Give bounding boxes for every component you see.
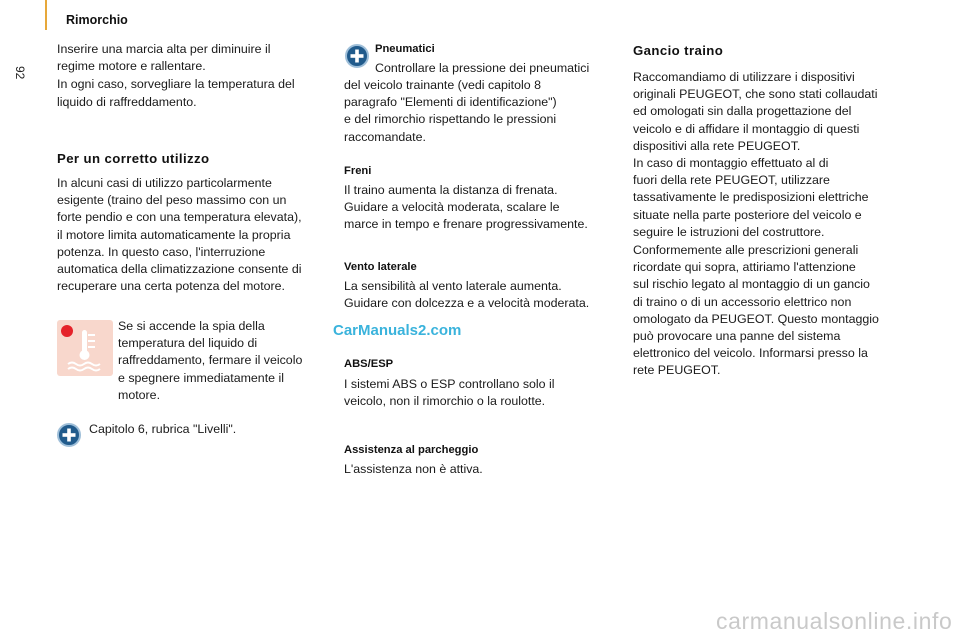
text-line: può provocare una panne del sistema xyxy=(633,329,841,344)
abs-body xyxy=(344,376,614,410)
text-line: elettronico del veicolo. Informarsi presso la xyxy=(633,346,868,361)
text-line: liquido di raffreddamento. xyxy=(57,94,197,109)
text-line: La sensibilità al vento laterale aumenta. xyxy=(344,279,562,293)
header-accent-bar xyxy=(45,0,47,30)
text-line: automatica della climatizzazione consente di xyxy=(57,262,302,277)
plus-circle-icon xyxy=(57,423,81,447)
coolant-temperature-icon xyxy=(57,320,113,376)
section-title: Rimorchio xyxy=(66,13,128,27)
site-watermark: CarManuals2.com xyxy=(333,322,462,339)
text-line: del veicolo trainante (vedi capitolo 8 xyxy=(344,78,541,92)
text-line: recuperare una certa potenza del motore. xyxy=(57,279,285,294)
text-line: raffreddamento, fermare il veicolo xyxy=(118,353,303,368)
col3-p3 xyxy=(633,242,918,380)
text-line: veicolo, non il rimorchio o la roulotte. xyxy=(344,394,546,409)
text-line: forte pendio e con una temperatura elevata), xyxy=(57,210,302,225)
text-line: regime motore e rallentare. xyxy=(57,59,206,74)
text-line: esigente (traino del peso massimo con un xyxy=(57,193,287,208)
wind-body xyxy=(344,278,619,312)
brakes-body xyxy=(344,182,614,234)
text-line: Se si accende la spia della xyxy=(118,319,265,333)
plus-circle-icon xyxy=(345,44,369,68)
text-line: situate nella parte posteriore del veicolo e xyxy=(633,207,862,222)
col3-p2 xyxy=(633,155,918,241)
reference-text: Capitolo 6, rubrica "Livelli". xyxy=(89,422,237,436)
heading-gancio-traino: Gancio traino xyxy=(633,43,724,58)
text-line: ricordate qui sopra, attiriamo l'attenzione xyxy=(633,260,856,275)
text-line: temperatura del liquido di xyxy=(118,336,258,351)
text-line: originali PEUGEOT, che sono stati collaudati xyxy=(633,87,878,102)
text-line: ed omologati sin dalla progettazione del xyxy=(633,104,852,119)
text-line: Il traino aumenta la distanza di frenata. xyxy=(344,183,558,197)
text-line: Conformemente alle prescrizioni generali xyxy=(633,243,859,257)
text-line: L'assistenza non è attiva. xyxy=(344,462,483,476)
text-line: e spegnere immediatamente il xyxy=(118,370,284,385)
text-line: dispositivi alla rete PEUGEOT. xyxy=(633,138,801,153)
text-line: fuori della rete PEUGEOT, utilizzare xyxy=(633,173,830,188)
heading-abs-esp: ABS/ESP xyxy=(344,358,394,370)
text-line: rete PEUGEOT. xyxy=(633,363,721,378)
text-line: paragrafo "Elementi di identificazione") xyxy=(344,95,557,110)
heading-assistenza-parcheggio: Assistenza al parcheggio xyxy=(344,444,479,456)
tyres-body xyxy=(344,77,614,146)
text-line: seguire le istruzioni del costruttore. xyxy=(633,224,825,239)
text-line: In ogni caso, sorvegliare la temperatura del xyxy=(57,77,295,92)
text-line: tassativamente le predisposizioni elettriche xyxy=(633,190,869,205)
heading-pneumatici: Pneumatici xyxy=(375,43,435,55)
text-line: sul rischio legato al montaggio di un gancio xyxy=(633,277,870,292)
footer-watermark: carmanualsonline.info xyxy=(716,608,953,634)
text-line: Raccomandiamo di utilizzare i dispositivi xyxy=(633,70,855,84)
heading-freni: Freni xyxy=(344,165,372,177)
heading-corretto-utilizzo: Per un corretto utilizzo xyxy=(57,151,210,166)
text-line: veicolo e di affidare il montaggio di questi xyxy=(633,121,860,136)
text-line: e del rimorchio rispettando le pressioni xyxy=(344,112,557,127)
text-line: omologato da PEUGEOT. Questo montaggio xyxy=(633,311,879,326)
col1-intro xyxy=(57,41,332,111)
text-line: Inserire una marcia alta per diminuire il xyxy=(57,42,271,56)
text-line: raccomandate. xyxy=(344,129,426,144)
text-line: motore. xyxy=(118,387,161,402)
text-line: I sistemi ABS o ESP controllano solo il xyxy=(344,377,555,391)
text-line: Controllare la pressione dei pneumatici xyxy=(375,61,590,75)
text-line: Guidare a velocità moderata, scalare le xyxy=(344,200,560,215)
text-line: In caso di montaggio effettuato al di xyxy=(633,156,829,170)
text-line: potenza. In questo caso, l'interruzione xyxy=(57,244,266,259)
text-line: In alcuni casi di utilizzo particolarmente xyxy=(57,176,272,190)
text-line: il motore limita automaticamente la propria xyxy=(57,227,291,242)
text-line: di traino o di un accessorio elettrico non xyxy=(633,294,852,309)
col3-p1 xyxy=(633,69,918,155)
col1-body xyxy=(57,175,337,295)
text-line: marce in tempo e frenare progressivamente. xyxy=(344,217,588,232)
warning-note xyxy=(118,318,333,404)
heading-vento-laterale: Vento laterale xyxy=(344,261,417,273)
page-number: 92 xyxy=(13,66,27,80)
text-line: Guidare con dolcezza e a velocità moderata. xyxy=(344,296,590,311)
